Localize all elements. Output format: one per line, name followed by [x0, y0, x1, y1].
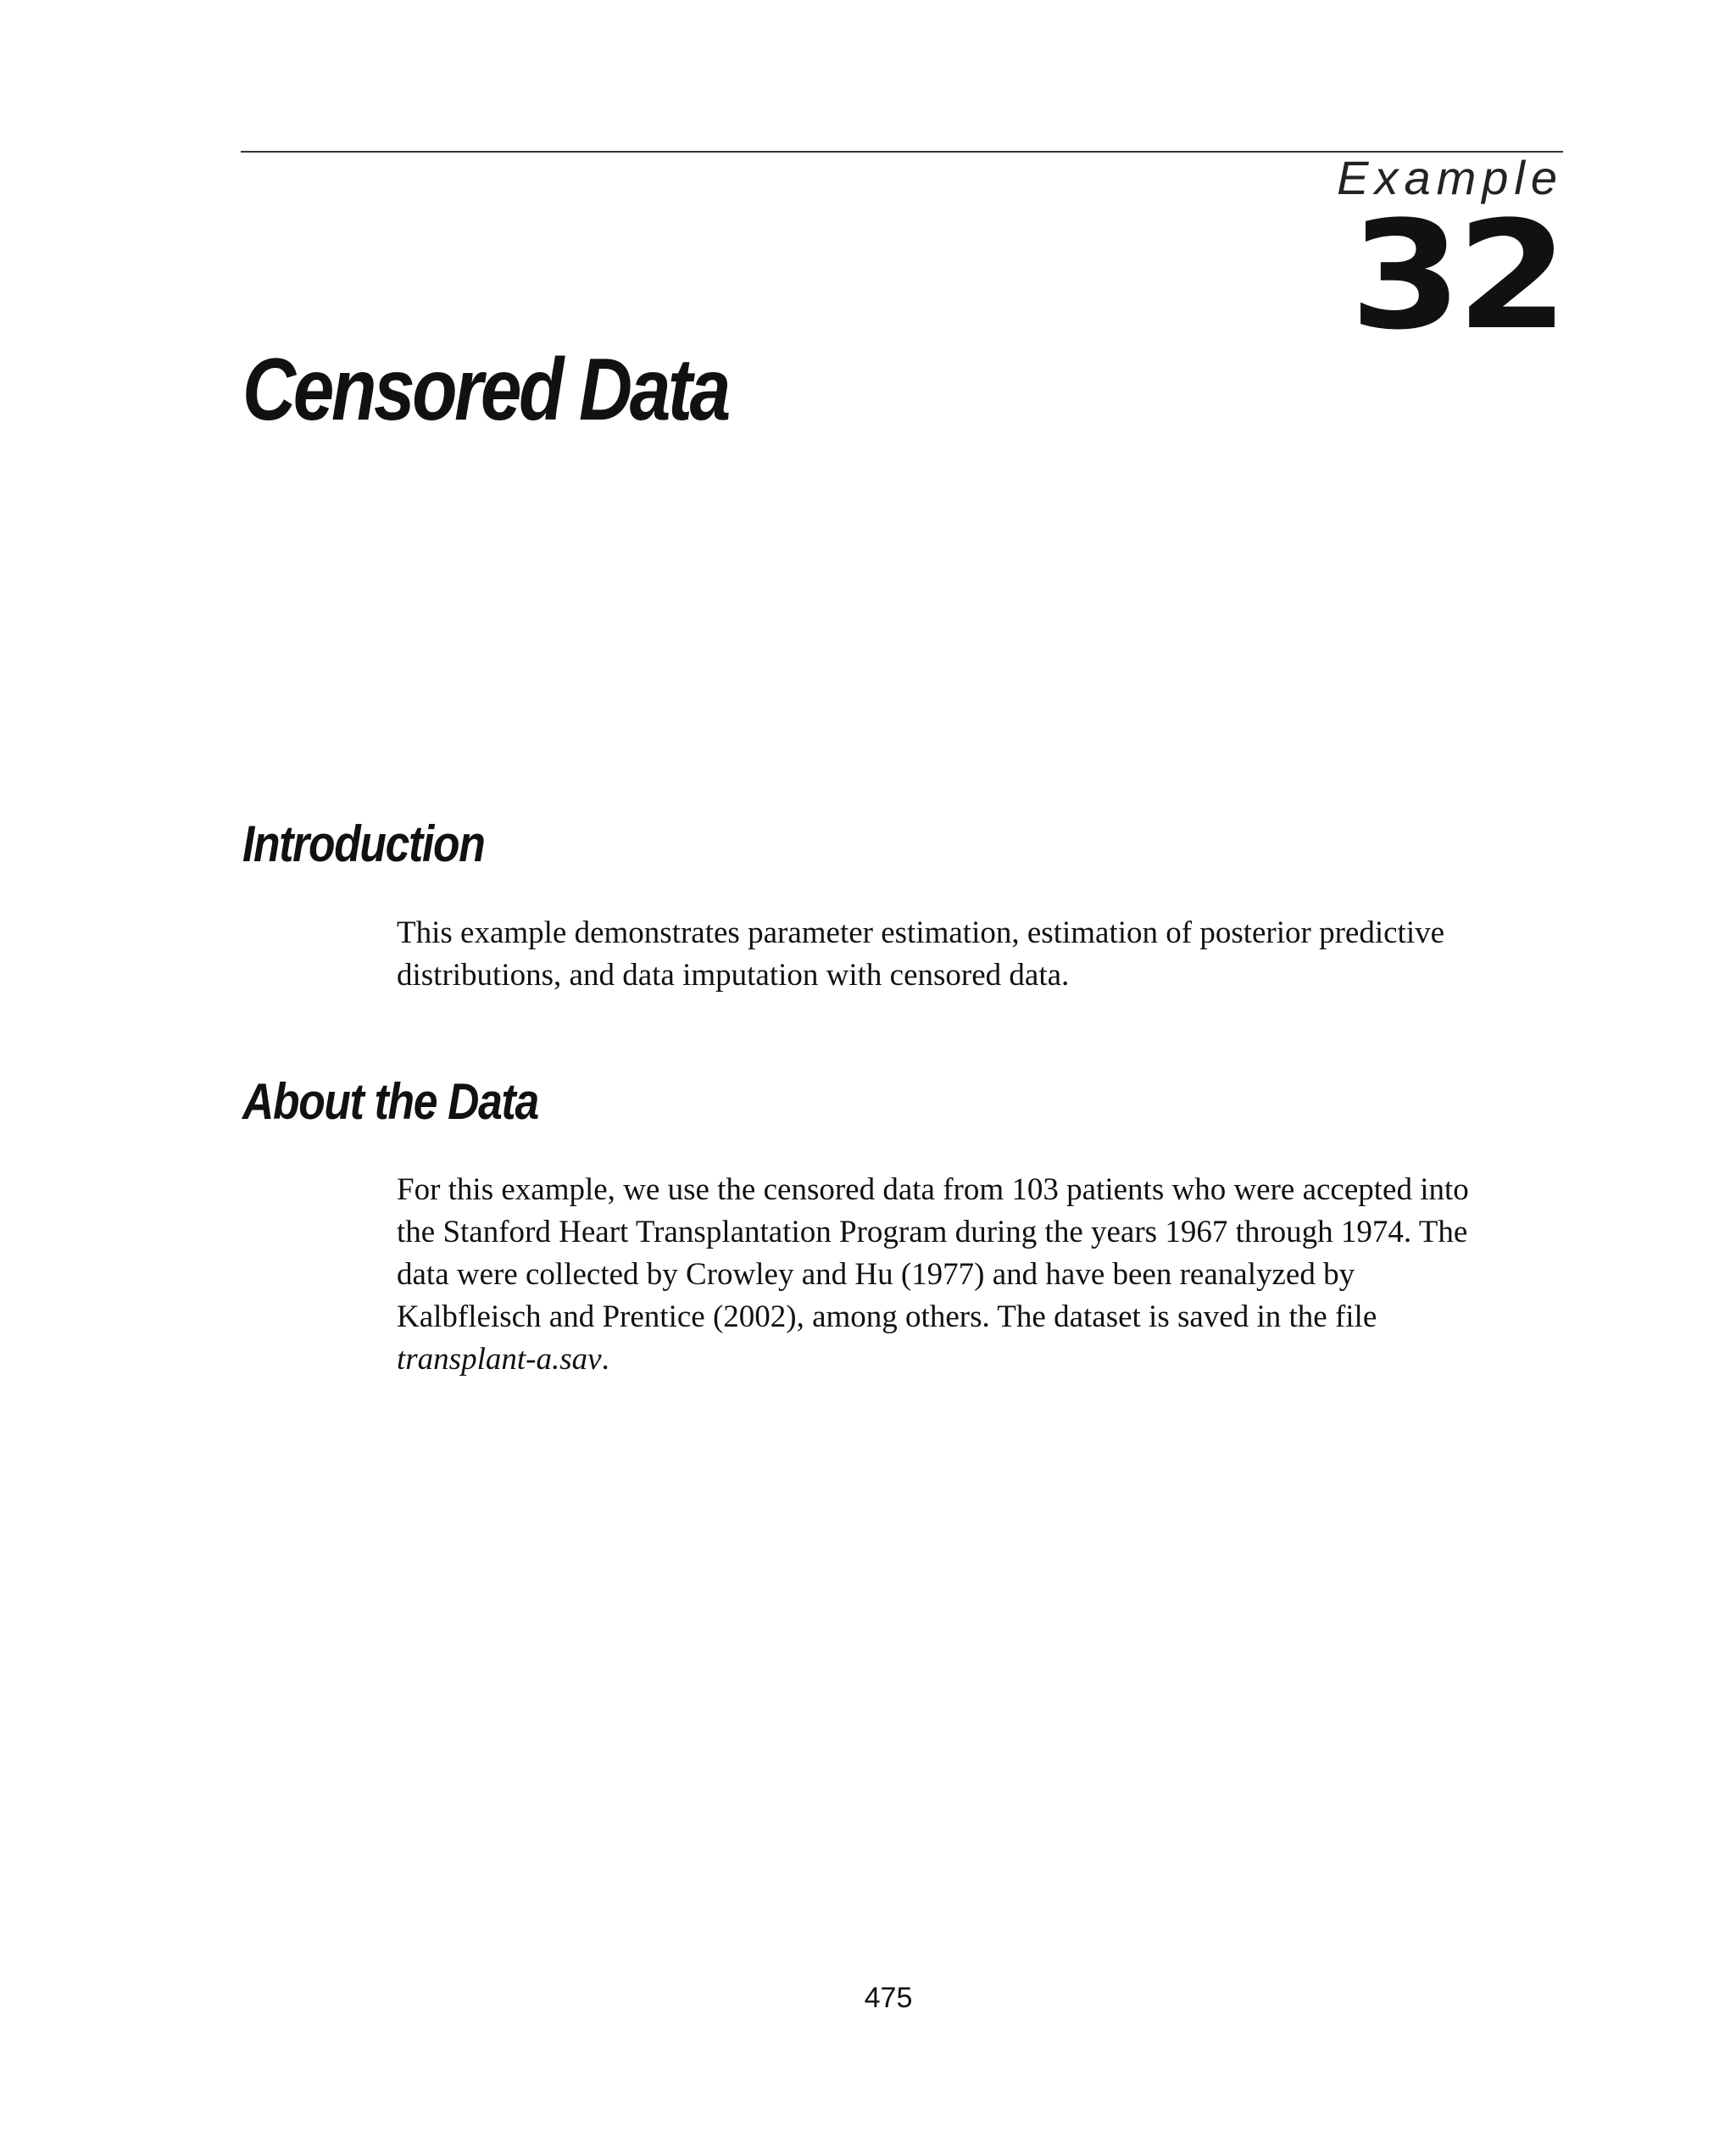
- paragraph-line: the Stanford Heart Transplantation Program during the years 1967 through 1974. The: [397, 1215, 1468, 1249]
- chapter-title: Censored Data: [242, 341, 728, 439]
- dataset-filename: transplant-a.sav: [397, 1342, 602, 1377]
- about-data-paragraph: [397, 1169, 1566, 1381]
- example-number: 32: [1349, 189, 1563, 363]
- paragraph-line: Kalbfleisch and Prentice (2002), among others. The dataset is saved in the file: [397, 1299, 1377, 1334]
- section-heading-introduction: Introduction: [242, 815, 485, 872]
- page-number: 475: [864, 1982, 913, 2014]
- paragraph-line: This example demonstrates parameter estimation, estimation of posterior predictive: [397, 915, 1445, 950]
- introduction-paragraph: [397, 912, 1566, 997]
- filename-suffix: .: [601, 1342, 609, 1377]
- paragraph-line: data were collected by Crowley and Hu (1977) and have been reanalyzed by: [397, 1257, 1355, 1292]
- section-heading-about-the-data: About the Data: [242, 1073, 538, 1130]
- paragraph-line-filename: [397, 1338, 1566, 1381]
- paragraph-line: distributions, and data imputation with censored data.: [397, 958, 1070, 993]
- paragraph-line: For this example, we use the censored data from 103 patients who were accepted into: [397, 1172, 1469, 1207]
- example-label: Example: [1337, 151, 1563, 204]
